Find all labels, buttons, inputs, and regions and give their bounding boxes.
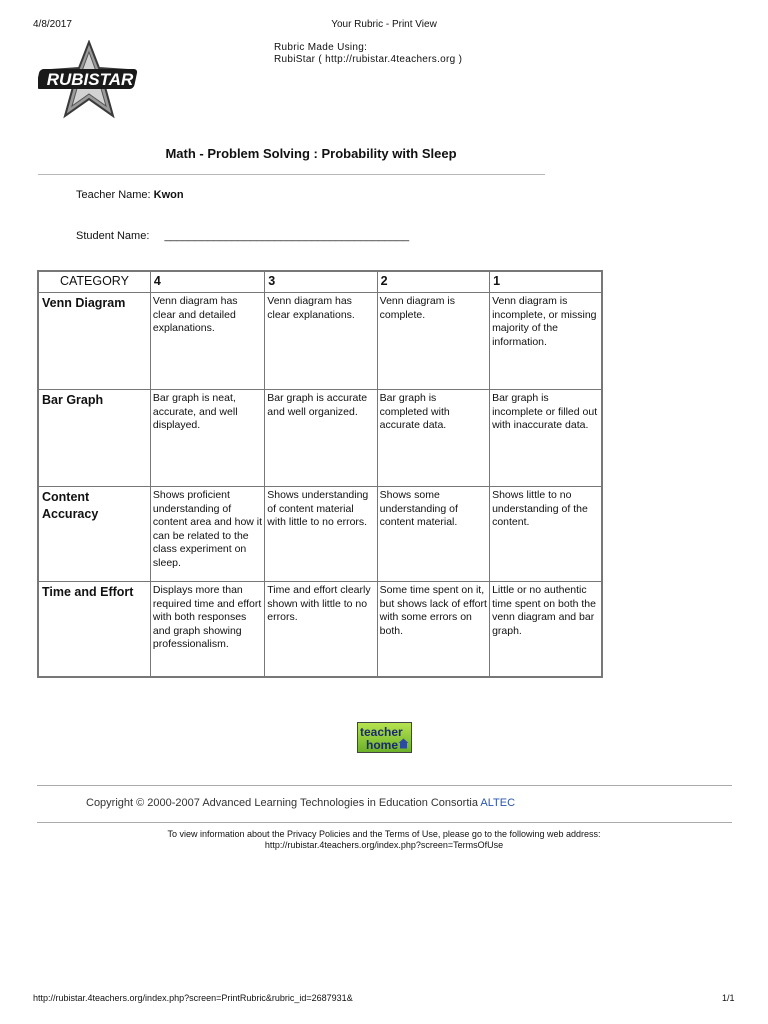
table-cell: Shows some understanding of content material. xyxy=(377,487,489,582)
table-row xyxy=(38,487,602,582)
footer-divider-bottom xyxy=(37,822,732,823)
made-using-note xyxy=(274,42,462,66)
teacher-name-label: Teacher Name: xyxy=(76,189,151,201)
rubric-header-row xyxy=(38,271,602,293)
title-divider xyxy=(38,174,545,175)
column-header-2: 2 xyxy=(377,271,489,293)
privacy-text: To view information about the Privacy Policies and the Terms of Use, please go to the following web address: xyxy=(167,829,601,839)
column-header-3: 3 xyxy=(265,271,377,293)
table-cell: Shows proficient understanding of content area and how it can be related to the class experiment on sleep. xyxy=(150,487,264,582)
made-using-label: Rubric Made Using: xyxy=(274,42,368,53)
row-category: Bar Graph xyxy=(38,390,150,487)
table-row xyxy=(38,390,602,487)
terms-url: http://rubistar.4teachers.org/index.php?screen=TermsOfUse xyxy=(264,840,504,850)
table-cell: Venn diagram is complete. xyxy=(377,293,489,390)
print-view-title: Your Rubric - Print View xyxy=(331,19,437,30)
page-number: 1/1 xyxy=(722,993,735,1003)
svg-text:RUBISTAR: RUBISTAR xyxy=(46,70,134,89)
copyright-notice xyxy=(86,797,515,809)
row-category: Content Accuracy xyxy=(38,487,150,582)
column-header-1: 1 xyxy=(490,271,602,293)
table-cell: Displays more than required time and effort with both responses and graph showing professionalism. xyxy=(150,582,264,678)
table-cell: Venn diagram is incomplete, or missing majority of the information. xyxy=(490,293,602,390)
row-category: Venn Diagram xyxy=(38,293,150,390)
table-cell: Shows understanding of content material with little to no errors. xyxy=(265,487,377,582)
student-name-blank: ________________________________________ xyxy=(164,230,410,242)
column-header-category: CATEGORY xyxy=(38,271,150,293)
rubistar-logo xyxy=(38,40,140,120)
student-name-label: Student Name: xyxy=(76,230,150,242)
table-row xyxy=(38,582,602,678)
made-using-url: RubiStar ( http://rubistar.4teachers.org ) xyxy=(274,54,463,65)
teacher-home-label-1: teacher xyxy=(360,725,403,739)
teacher-name-row xyxy=(76,189,184,201)
footer-divider-top xyxy=(37,785,732,786)
student-name-row xyxy=(76,230,409,242)
table-cell: Time and effort clearly shown with little to no errors. xyxy=(265,582,377,678)
copyright-text: Copyright © 2000-2007 Advanced Learning Technologies in Education Consortia xyxy=(86,797,481,809)
table-cell: Some time spent on it, but shows lack of effort with some errors on both. xyxy=(377,582,489,678)
teacher-home-label-2: home xyxy=(366,738,399,752)
table-cell: Bar graph is incomplete or filled out with inaccurate data. xyxy=(490,390,602,487)
rubric-table xyxy=(37,270,603,678)
table-cell: Little or no authentic time spent on both the venn diagram and bar graph. xyxy=(490,582,602,678)
page-url: http://rubistar.4teachers.org/index.php?screen=PrintRubric&rubric_id=2687931& xyxy=(33,993,353,1003)
table-cell: Venn diagram has clear explanations. xyxy=(265,293,377,390)
altec-link[interactable]: ALTEC xyxy=(480,797,516,809)
table-row xyxy=(38,293,602,390)
row-category: Time and Effort xyxy=(38,582,150,678)
table-cell: Bar graph is completed with accurate data. xyxy=(377,390,489,487)
teacher-home-button[interactable] xyxy=(357,722,412,753)
table-cell: Shows little to no understanding of the content. xyxy=(490,487,602,582)
print-date: 4/8/2017 xyxy=(33,19,72,30)
house-icon xyxy=(398,738,409,749)
table-cell: Bar graph is accurate and well organized. xyxy=(265,390,377,487)
teacher-name-value: Kwon xyxy=(153,189,184,201)
star-logo-icon xyxy=(38,40,140,120)
privacy-notice xyxy=(0,829,768,851)
table-cell: Bar graph is neat, accurate, and well displayed. xyxy=(150,390,264,487)
column-header-4: 4 xyxy=(150,271,264,293)
table-cell: Venn diagram has clear and detailed explanations. xyxy=(150,293,264,390)
rubric-title: Math - Problem Solving : Probability with Sleep xyxy=(165,146,457,161)
